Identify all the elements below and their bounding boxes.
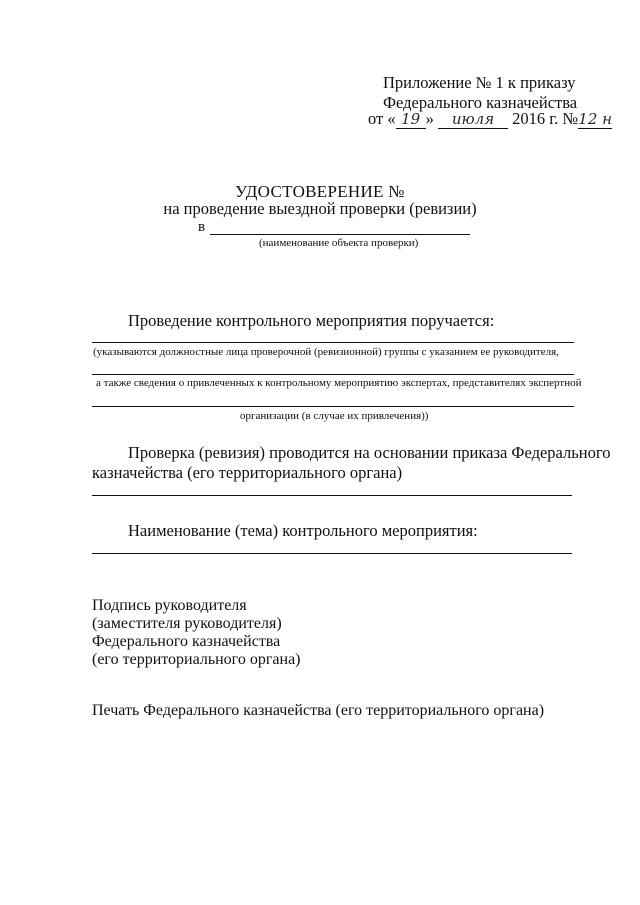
date-prefix: от « — [368, 109, 396, 128]
order-day: 19 — [396, 110, 426, 129]
appendix-reference: Приложение № 1 к приказу — [383, 73, 576, 92]
signature-line-3: Федерального казначейства — [92, 633, 281, 650]
object-prefix: в — [198, 219, 206, 235]
assignment-line-2 — [92, 374, 574, 375]
basis-fill-line — [92, 495, 572, 496]
assignment-line-1 — [92, 342, 574, 343]
object-name-caption: (наименование объекта проверки) — [259, 237, 419, 249]
order-number: 12 н — [578, 110, 613, 128]
basis-line-2: казначейства (его территориального органа) — [92, 463, 403, 482]
topic-label: Наименование (тема) контрольного мероприятия: — [128, 521, 478, 540]
certificate-title: УДОСТОВЕРЕНИЕ № — [235, 182, 405, 201]
basis-line-1: Проверка (ревизия) проводится на основании приказа Федерального — [128, 443, 611, 462]
signature-line-4: (его территориального органа) — [92, 651, 301, 668]
date-mid: » — [425, 109, 434, 128]
assignment-caption-2: а также сведения о привлеченных к контрольному мероприятию экспертах, представителях экспертной — [96, 377, 582, 389]
assignment-heading: Проведение контрольного мероприятия поручается: — [128, 311, 495, 330]
topic-fill-line — [92, 553, 572, 554]
assignment-caption-1: (указываются должностные лица проверочной (ревизионной) группы с указанием ее руководителя, — [93, 346, 559, 358]
assignment-caption-3: организации (в случае их привлечения)) — [240, 410, 429, 422]
order-date-line — [368, 109, 612, 129]
signature-line-1: Подпись руководителя — [92, 597, 247, 614]
object-name-line — [210, 234, 470, 235]
signature-line-2: (заместителя руководителя) — [92, 615, 282, 632]
certificate-subtitle: на проведение выездной проверки (ревизии) — [163, 199, 477, 218]
order-month: июля — [438, 110, 508, 129]
appendix-authority: Федерального казначейства — [383, 93, 578, 112]
seal-label: Печать Федерального казначейства (его территориального органа) — [92, 702, 545, 719]
order-year: 2016 г. № — [512, 109, 579, 128]
assignment-line-3 — [92, 406, 574, 407]
